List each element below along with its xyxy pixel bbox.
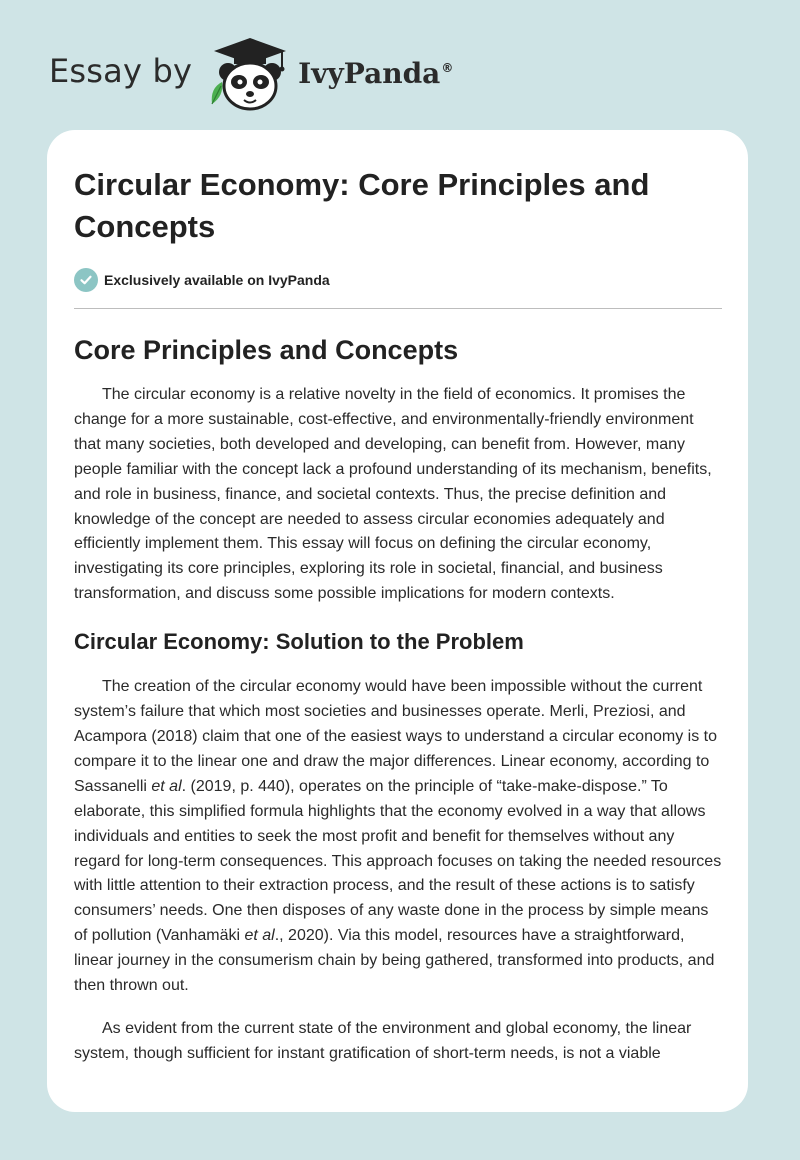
section-heading: Core Principles and Concepts: [74, 335, 459, 365]
paragraph: As evident from the current state of the environment and global economy, the linear system, though sufficient for instant gratification of short-term needs, is not a viable: [74, 1019, 692, 1062]
panda-graduate-logo[interactable]: [206, 34, 294, 114]
check-circle-icon: [74, 268, 98, 292]
italic-text: et al: [244, 927, 275, 945]
paragraph: [74, 675, 722, 999]
exclusive-badge: [74, 268, 722, 292]
brand-prefix: Essay by: [49, 52, 193, 90]
paragraph-text: . (2019, p. 440), operates on the principle of “take-make-dispose.” To elaborate, this simplified formula highlights that the economy evolved in a way that allows individuals and entities to seek the most profit and benefit for themselves without any regard for long-term consequences. This approach focuses on taking the needed resources with little attention to their extraction process, and the result of these actions is to satisfy consumers’ needs. One then disposes of any waste done in the process by simple means of pollution (Vanhamäki: [74, 777, 722, 945]
brand-name[interactable]: [298, 57, 453, 90]
paragraph-text: ., 2020). Via this model, resources have a straightforward, linear journey in the consumerism chain by being gathered, transformed into products, and then thrown out.: [74, 927, 715, 995]
divider: [74, 308, 722, 309]
article-title: Circular Economy: Core Principles and Concepts: [74, 167, 650, 244]
site-header: [49, 34, 453, 114]
exclusive-text: Exclusively available on IvyPanda: [104, 272, 330, 288]
italic-text: et al: [151, 777, 182, 795]
registered-mark: ®: [441, 61, 454, 76]
section-heading: Circular Economy: Solution to the Problem: [74, 629, 524, 655]
article-card: [47, 130, 748, 1112]
paragraph: The circular economy is a relative novelty in the field of economics. It promises the change for a more sustainable, cost-effective, and environmentally-friendly environment that many societies, both developed and developing, can benefit from. However, many people familiar with the concept lack a profound understanding of its mechanism, benefits, and role in business, finance, and societal contexts. Thus, the precise definition and knowledge of the concept are needed to assess circular economies adequately and efficiently implement them. This essay will focus on defining the circular economy, investigating its core principles, exploring its role in societal, financial, and business transformation, and discuss some possible implications for modern contexts.: [74, 386, 712, 603]
brand-name-text: IvyPanda: [298, 56, 441, 90]
paragraph-text: The creation of the circular economy would have been impossible without the current system’s failure that which most societies and businesses operate. Merli, Preziosi, and Acampora (2018) claim that one of the easiest ways to understand a circular economy is to compare it to the linear one and draw the major differences. Linear economy, according to Sassanelli: [74, 678, 717, 795]
